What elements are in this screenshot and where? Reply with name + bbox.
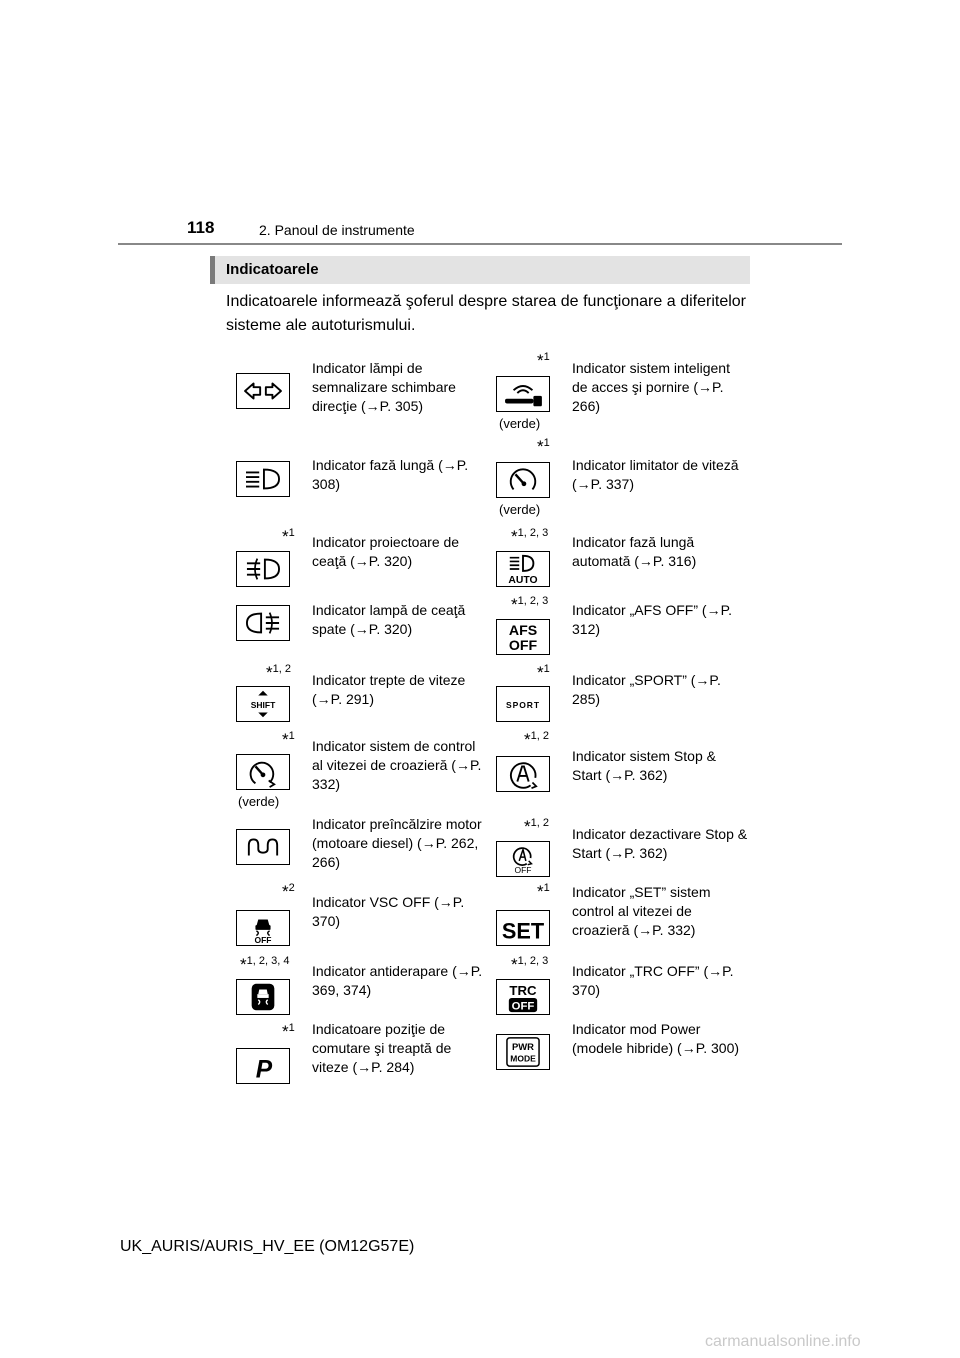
vsc-off-icon: [236, 910, 290, 946]
footnote-ref: *$^{1, 2}$: [524, 730, 549, 749]
indicator-desc: Indicator „TRC OFF” (→P. 370): [572, 963, 734, 998]
icon-text: OFF: [254, 935, 272, 945]
color-note: (verde): [499, 502, 541, 517]
indicator-desc: Indicator „SET” sistem control al vitezei de croazieră (→P. 332): [572, 884, 711, 938]
smart-key-icon: [496, 376, 550, 412]
icon-text: SET: [501, 918, 545, 944]
shift-position-icon: [236, 1048, 290, 1084]
icon-text: OFF: [511, 1000, 535, 1013]
icon-text: SHIFT: [250, 699, 276, 710]
footnote-ref: *$^1$: [537, 437, 550, 456]
rear-fog-icon: [236, 605, 290, 641]
color-note: (verde): [238, 794, 280, 809]
icon-text: SPORT: [505, 699, 541, 710]
heading-title: Indicatoarele: [226, 261, 319, 278]
footnote-ref: *$^{1, 2}$: [524, 817, 549, 836]
indicator-desc: Indicator proiectoare de ceaţă (→P. 320): [312, 534, 460, 569]
indicator-desc: Indicator trepte de viteze (→P. 291): [312, 672, 466, 707]
heading-bar: [210, 256, 750, 284]
icon-text: PWR: [511, 1042, 535, 1054]
indicator-desc: Indicator dezactivare Stop & Start (→P. 362): [572, 826, 748, 861]
glow-plug-icon: [236, 829, 290, 865]
slip-indicator-icon: [236, 979, 290, 1015]
footnote-ref: *$^1$: [537, 663, 550, 682]
power-mode-icon: [496, 1034, 550, 1070]
footnote-ref: *$^1$: [282, 527, 295, 546]
page-number: 118: [187, 218, 215, 237]
icon-text: AFS: [508, 623, 538, 640]
header-divider: [118, 243, 842, 245]
icon-text: MODE: [510, 1053, 536, 1064]
trc-off-icon: [496, 979, 550, 1015]
indicator-desc: Indicator sistem inteligent de acces şi pornire (→P. 266): [572, 360, 730, 414]
footnote-ref: *$^2$: [282, 882, 295, 901]
icon-text: TRC: [509, 983, 537, 999]
indicator-desc: Indicator fază lungă automată (→P. 316): [572, 534, 697, 569]
watermark: carmanualsonline.info: [705, 1333, 861, 1350]
indicator-desc: Indicator lampă de ceaţă spate (→P. 320): [312, 602, 466, 637]
shift-icon: [236, 686, 290, 722]
footnote-ref: *$^{1, 2, 3, 4}$: [240, 955, 290, 974]
footnote-ref: *$^1$: [282, 1022, 295, 1041]
footnote-ref: *$^{1, 2, 3}$: [511, 527, 549, 546]
icon-text: OFF: [514, 865, 532, 876]
turn-signal-arrows-icon: [236, 373, 290, 409]
front-fog-icon: [236, 551, 290, 587]
indicator-desc: Indicator „SPORT” (→P. 285): [572, 672, 721, 707]
cruise-control-icon: [236, 754, 290, 790]
indicator-desc: Indicatoare poziţie de comutare şi treaptă de viteze (→P. 284): [312, 1021, 452, 1075]
footnote-ref: *$^{1, 2}$: [266, 663, 291, 682]
stop-start-icon: [496, 756, 550, 792]
high-beam-icon: [236, 461, 290, 497]
auto-high-beam-icon: [496, 551, 550, 587]
footnote-ref: *$^1$: [537, 351, 550, 370]
afs-off-icon: [496, 619, 550, 655]
icon-text: AUTO: [508, 575, 538, 586]
color-note: (verde): [499, 416, 541, 431]
intro-paragraph: Indicatoarele informează şoferul despre starea de funcţionare a diferitelor sisteme ale autoturismului.: [226, 293, 746, 334]
footnote-ref: *$^1$: [282, 730, 295, 749]
stop-start-off-icon: [496, 841, 550, 877]
indicator-desc: Indicator fază lungă (→P. 308): [312, 457, 469, 492]
indicator-desc: Indicator lămpi de semnalizare schimbare direcţie (→P. 305): [312, 360, 456, 414]
indicator-desc: Indicator limitator de viteză (→P. 337): [572, 457, 739, 492]
speed-limiter-icon: [496, 462, 550, 498]
icon-text: P: [255, 1056, 273, 1083]
section-title: 2. Panoul de instrumente: [259, 222, 415, 238]
indicator-desc: Indicator „AFS OFF” (→P. 312): [572, 602, 732, 637]
indicator-desc: Indicator sistem de control al vitezei de croazieră (→P. 332): [312, 738, 482, 792]
footer-model-code: UK_AURIS/AURIS_HV_EE (OM12G57E): [120, 1238, 415, 1255]
indicator-desc: Indicator sistem Stop & Start (→P. 362): [572, 748, 716, 783]
indicator-desc: Indicator antiderapare (→P. 369, 374): [312, 963, 483, 998]
sport-icon: [496, 686, 550, 722]
indicator-desc: Indicator mod Power (modele hibride) (→P. 300): [572, 1021, 740, 1056]
icon-text: OFF: [508, 638, 538, 654]
indicator-desc: Indicator preîncălzire motor (motoare diesel) (→P. 262, 266): [312, 816, 482, 870]
set-icon: [496, 910, 550, 946]
footnote-ref: *$^{1, 2, 3}$: [511, 595, 549, 614]
footnote-ref: *$^1$: [537, 882, 550, 901]
indicator-desc: Indicator VSC OFF (→P. 370): [312, 894, 465, 929]
footnote-ref: *$^{1, 2, 3}$: [511, 955, 549, 974]
